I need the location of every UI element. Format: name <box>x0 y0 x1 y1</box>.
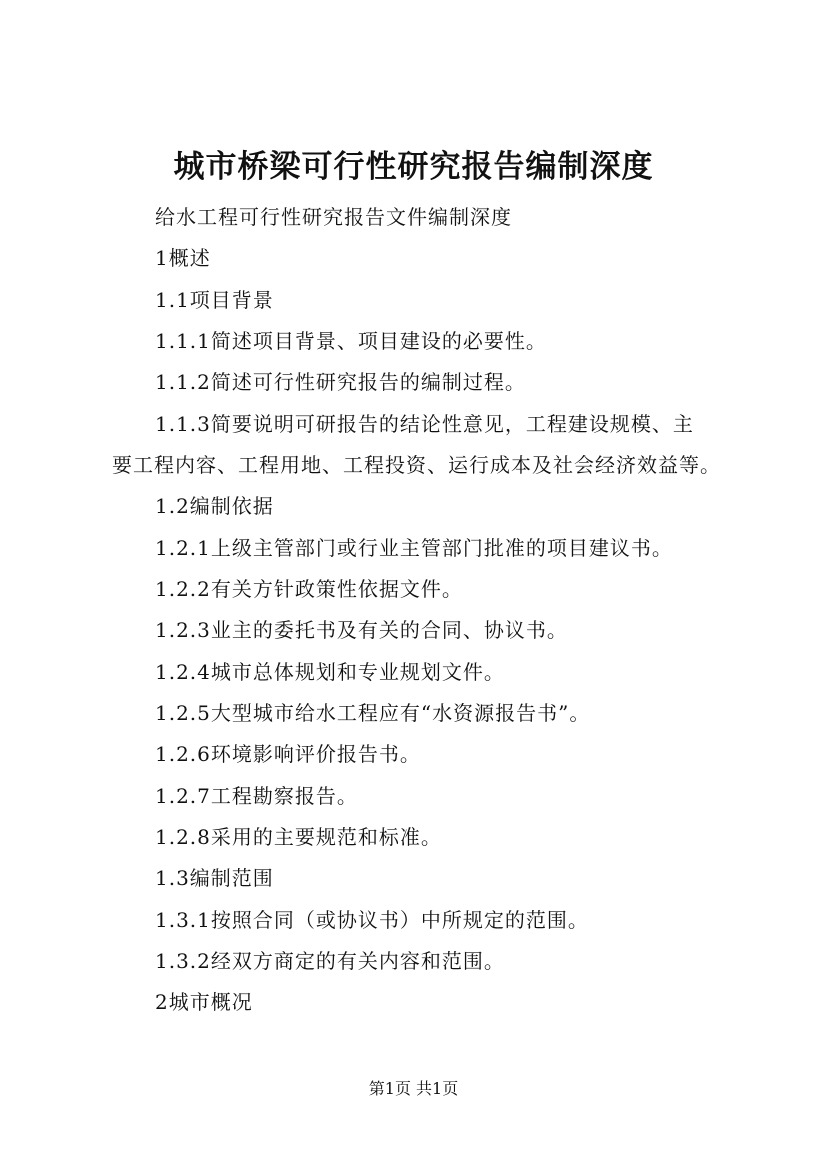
section-heading-1: 1概述 <box>155 246 211 270</box>
section-heading-1-2: 1.2编制依据 <box>155 494 274 518</box>
paragraph-1-1-1: 1.1.1简述项目背景、项目建设的必要性。 <box>155 329 547 353</box>
paragraph-1-2-8: 1.2.8采用的主要规范和标准。 <box>155 825 442 849</box>
paragraph-1-2-2: 1.2.2有关方针政策性依据文件。 <box>155 577 463 601</box>
paragraph-1-1-3-continuation: 要工程内容、工程用地、工程投资、运行成本及社会经济效益等。 <box>112 453 721 477</box>
paragraph-1-2-4: 1.2.4城市总体规划和专业规划文件。 <box>155 660 505 684</box>
paragraph-1-1-2: 1.1.2简述可行性研究报告的编制过程。 <box>155 370 526 394</box>
section-heading-1-1: 1.1项目背景 <box>155 288 274 312</box>
paragraph-1-2-3: 1.2.3业主的委托书及有关的合同、协议书。 <box>155 618 568 642</box>
paragraph-1-2-1: 1.2.1上级主管部门或行业主管部门批准的项目建议书。 <box>155 536 673 560</box>
paragraph-1-3-2: 1.3.2经双方商定的有关内容和范围。 <box>155 949 505 973</box>
paragraph-1-1-3: 1.1.3简要说明可研报告的结论性意见，工程建设规模、主 <box>155 412 694 436</box>
paragraph-1-2-7: 1.2.7工程勘察报告。 <box>155 784 358 808</box>
paragraph-1-2-5: 1.2.5大型城市给水工程应有“水资源报告书”。 <box>155 701 591 725</box>
paragraph-1-2-6: 1.2.6环境影响评价报告书。 <box>155 742 421 766</box>
section-heading-2: 2城市概况 <box>155 990 253 1014</box>
section-heading-1-3: 1.3编制范围 <box>155 866 274 890</box>
paragraph-1-3-1: 1.3.1按照合同（或协议书）中所规定的范围。 <box>155 908 589 932</box>
subtitle-line: 给水工程可行性研究报告文件编制深度 <box>155 205 512 229</box>
page-footer: 第1页 共1页 <box>368 1079 459 1098</box>
document-title: 城市桥梁可行性研究报告编制深度 <box>173 149 654 185</box>
